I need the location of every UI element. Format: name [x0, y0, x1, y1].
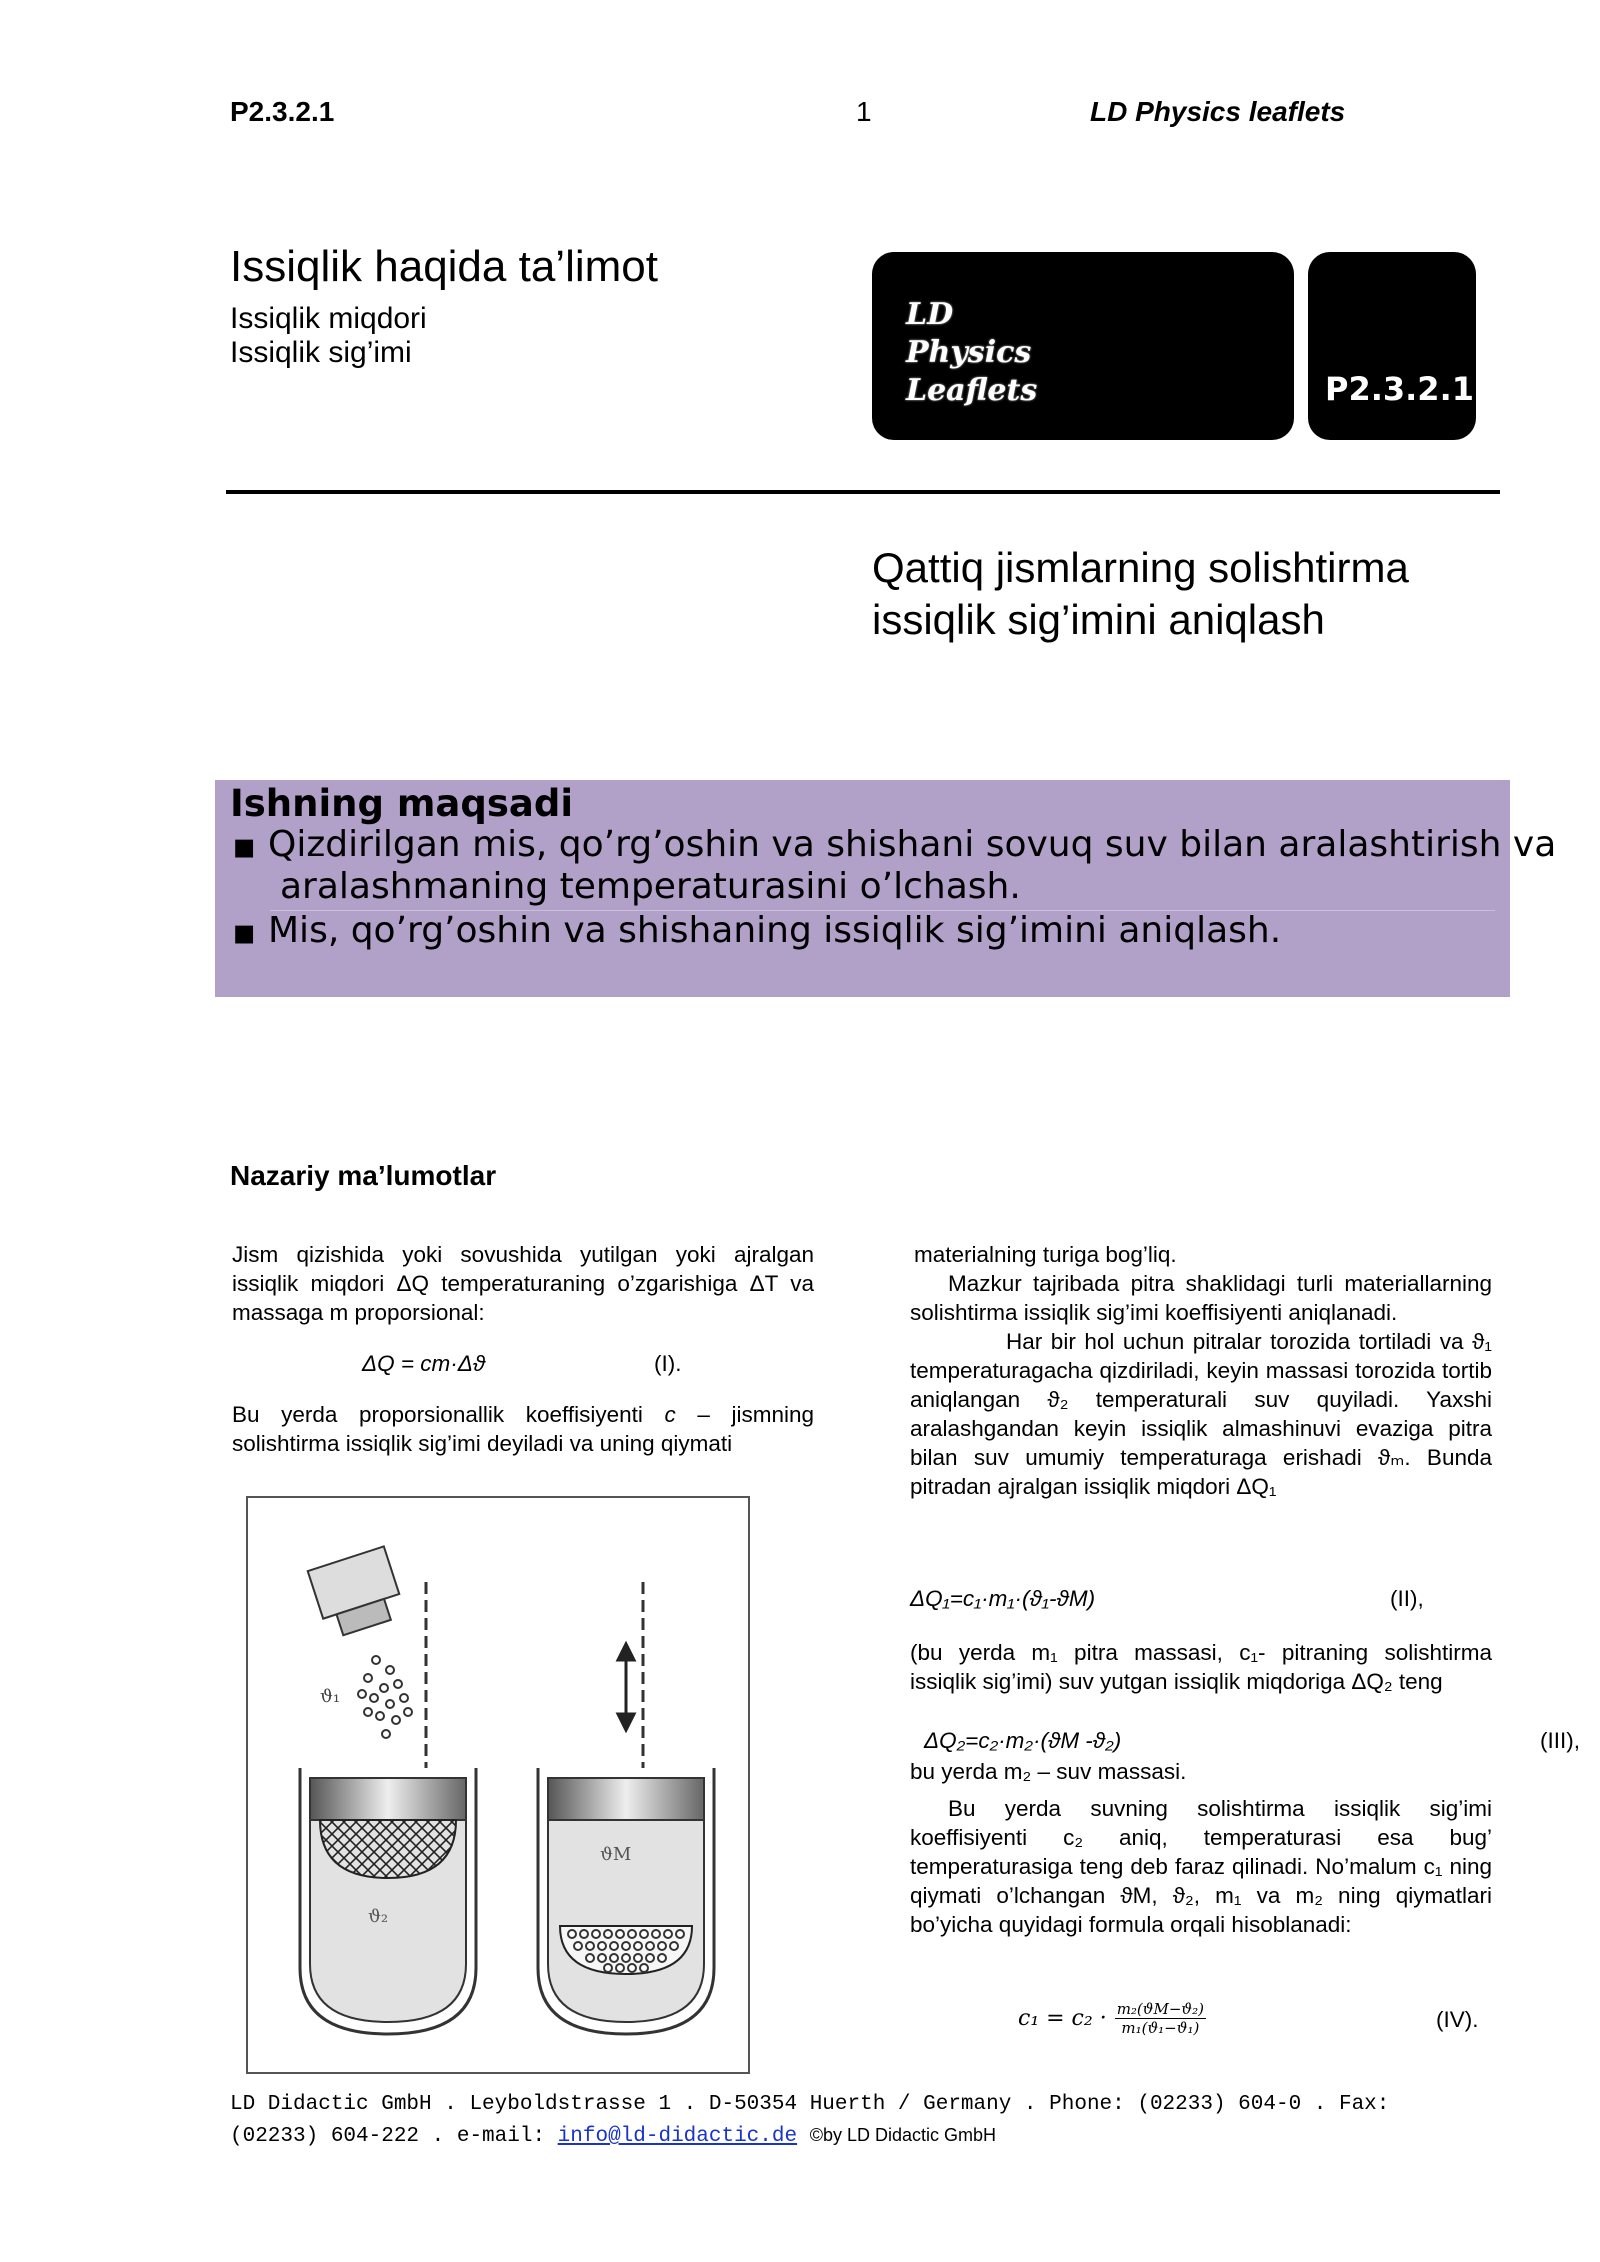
ld-physics-leaflets-logo: [872, 252, 1294, 440]
header-series: LD Physics leaflets: [1090, 96, 1346, 127]
badge-code-text: P2.3.2.1: [1325, 370, 1474, 408]
theory-heading: Nazariy ma’lumotlar: [230, 1160, 497, 1191]
footer: [230, 2090, 1500, 2152]
code-badge: [1308, 252, 1476, 440]
theory-paragraph: Har bir hol uchun pitralar torozida tortiladi va ϑ₁ temperaturagacha qizdiriladi, keyin massasi torozida tortib aniqlangan ϑ₂ temperaturali suv quyiladi. Yaxshi aralashgandan keyin issiqlik almashinuvi evaziga pitra bilan suv umumiy temperaturaga erishadi ϑₘ. Bunda pitradan ajralgan issiqlik miqdori ΔQ₁: [910, 1329, 1492, 1499]
document-title-line-2: issiqlik sig’imini aniqlash: [872, 596, 1325, 643]
page-number: 1: [856, 96, 872, 127]
topic-subtitle-2: Issiqlik sig’imi: [230, 336, 412, 369]
equation-2: ΔQ₁=c₁·m₁·(ϑ₁-ϑM): [910, 1586, 1096, 1611]
equation-4-lhs: c₁ = c₂ ·: [1018, 2006, 1107, 2031]
header-divider: [226, 490, 1500, 494]
pouring-container: [308, 1546, 406, 1639]
logo-line-ld: LD: [906, 297, 954, 332]
beaker-left: [300, 1768, 476, 2034]
label-theta-1: ϑ₁: [320, 1686, 341, 1707]
bullet-icon: ▪: [232, 826, 257, 867]
equation-4-numerator: m₂(ϑM−ϑ₂): [1116, 2000, 1205, 2018]
theory-paragraph: Bu yerda suvning solishtirma issiqlik sig’imi koeffisiyenti c₂ aniq, temperaturasi esa bug’ temperaturasiga teng deb faraz qilinadi. No’malum c₁ ning qiymati o’lchangan ϑM, ϑ₂, m₁ va m₂ ning qiymatlari bo’yicha quyidagi formula orqali hisoblanadi:: [910, 1796, 1492, 1937]
footer-copyright: ©by LD Didactic GmbH: [809, 2125, 997, 2145]
theory-right-text: [910, 1240, 1492, 1501]
bullet-icon: ▪: [232, 912, 257, 953]
topic-subtitle-1: Issiqlik miqdori: [230, 302, 427, 335]
label-theta-2: ϑ₂: [368, 1906, 389, 1927]
theory-right-text-3: [910, 1757, 1492, 1939]
aim-heading: Ishning maqsadi: [230, 782, 574, 825]
aim-item-1-line-1: Qizdirilgan mis, qo’rg’oshin va shishani sovuq suv bilan aralashtirish va: [268, 824, 1557, 865]
header-code: P2.3.2.1: [230, 96, 335, 127]
theory-paragraph: (bu yerda m₁ pitra massasi, c₁- pitraning solishtirma issiqlik sig’imi) suv yutgan issiqlik miqdoriga ΔQ₂ teng: [910, 1640, 1492, 1694]
experiment-figure: [246, 1496, 750, 2074]
theory-paragraph: bu yerda m₂ – suv massasi.: [910, 1759, 1187, 1784]
equation-4: [1018, 2000, 1206, 2037]
equation-3: ΔQ₂=c₂·m₂·(ϑM -ϑ₂): [924, 1728, 1122, 1753]
footer-address: LD Didactic GmbH . Leyboldstrasse 1 . D-50354 Huerth / Germany . Phone: (02233) 604-0 . Fax:: [230, 2093, 1390, 2116]
equation-4-fraction: [1115, 2000, 1206, 2037]
stir-arrow-icon: [618, 1644, 634, 1730]
beaker-right: [538, 1768, 714, 2034]
equation-3-label: (III),: [1540, 1728, 1580, 1753]
equation-1-label: (I).: [654, 1351, 682, 1376]
experiment-diagram: [248, 1498, 748, 2072]
topic-title: Issiqlik haqida ta’limot: [230, 242, 658, 291]
theory-paragraph: Mazkur tajribada pitra shaklidagi turli materiallarning solishtirma issiqlik sig’imi koeffisiyenti aniqlanadi.: [910, 1271, 1492, 1325]
theory-right-text-2: [910, 1638, 1492, 1696]
symbol-c: c: [664, 1402, 676, 1427]
footer-contact: [230, 2120, 1500, 2152]
equation-1: ΔQ = cm·Δϑ: [362, 1351, 486, 1376]
theory-paragraph: materialning turiga bog’liq.: [914, 1242, 1177, 1267]
email-link[interactable]: info@ld-didactic.de: [557, 2125, 798, 2148]
logo-line-physics: Physics: [906, 335, 1032, 370]
theory-paragraph: Jism qizishida yoki sovushida yutilgan yoki ajralgan issiqlik miqdori ΔQ temperaturaning o’zgarishiga ΔT va massaga m proporsional:: [232, 1242, 814, 1325]
text: – jismning solishtirma issiqlik sig’imi deyiladi va uning qiymati: [232, 1402, 814, 1456]
label-theta-m: ϑM: [600, 1844, 632, 1865]
equation-2-label: (II),: [1390, 1586, 1424, 1611]
footer-fax: (02233) 604-222 . e-mail:: [230, 2125, 558, 2148]
document-title-line-1: Qattiq jismlarning solishtirma: [872, 544, 1409, 591]
equation-4-label: (IV).: [1436, 2007, 1479, 2032]
logo-line-leaflets: Leaflets: [906, 373, 1038, 408]
text: Bu yerda proporsionallik koeffisiyenti: [232, 1402, 643, 1427]
aim-item-1-line-2: aralashmaning temperaturasini o’lchash.: [280, 866, 1021, 907]
equation-4-denominator: m₁(ϑ₁−ϑ₁): [1121, 2019, 1200, 2037]
falling-pellets: [358, 1656, 412, 1738]
theory-left-text-2: [232, 1400, 814, 1458]
document-title: [872, 542, 1409, 646]
aim-item-2: Mis, qo’rg’oshin va shishaning issiqlik sig’imini aniqlash.: [268, 910, 1282, 951]
theory-paragraph: [232, 1400, 814, 1458]
theory-left-text: [232, 1240, 814, 1327]
